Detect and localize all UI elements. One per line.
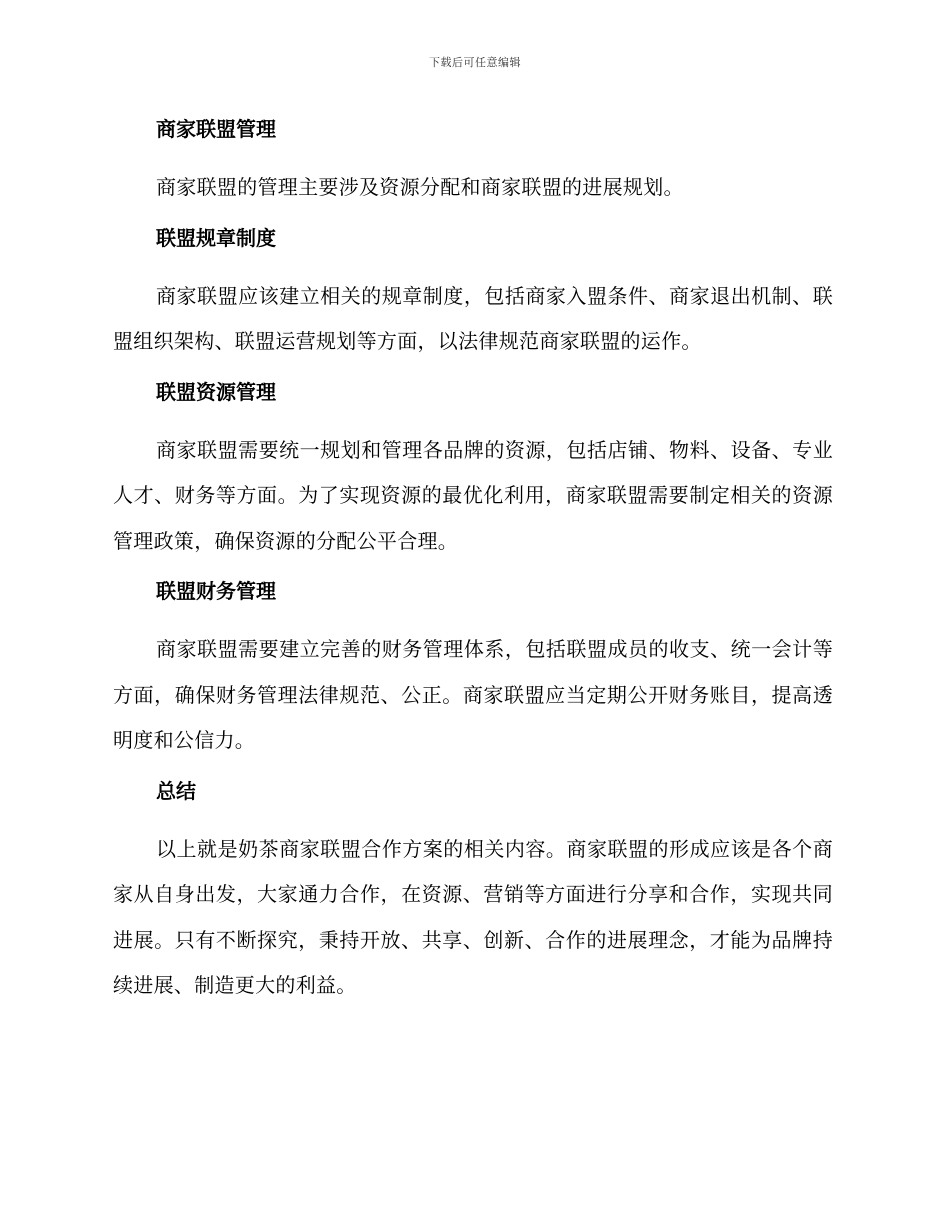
- section-heading: 联盟资源管理: [156, 379, 276, 404]
- section-heading: 商家联盟管理: [156, 117, 276, 141]
- section-paragraph: 商家联盟需要建立完善的财务管理体系，包括联盟成员的收支、统一会计等方面，确保财务管理法律规范、公正。商家联盟应当定期公开财务账目，提高透明度和公信力。: [113, 637, 833, 752]
- section-alliance-rules: [113, 222, 833, 365]
- document-content: [113, 113, 833, 1020]
- section-merchant-alliance-management: [113, 113, 833, 211]
- section-alliance-resources: [113, 376, 833, 565]
- section-paragraph: 商家联盟的管理主要涉及资源分配和商家联盟的进展规划。: [156, 175, 684, 199]
- section-paragraph: 以上就是奶茶商家联盟合作方案的相关内容。商家联盟的形成应该是各个商家从自身出发，大家通力合作，在资源、营销等方面进行分享和合作，实现共同进展。只有不断探究，秉持开放、共享、创新、合作的进展理念，才能为品牌持续进展、制造更大的利益。: [113, 836, 833, 997]
- section-alliance-finance: [113, 575, 833, 764]
- section-summary: [113, 775, 833, 1009]
- section-heading: 联盟规章制度: [156, 225, 276, 250]
- section-paragraph: 商家联盟应该建立相关的规章制度，包括商家入盟条件、商家退出机制、联盟组织架构、联盟运营规划等方面，以法律规范商家联盟的运作。: [113, 283, 833, 353]
- section-paragraph: 商家联盟需要统一规划和管理各品牌的资源，包括店铺、物料、设备、专业人才、财务等方面。为了实现资源的最优化利用，商家联盟需要制定相关的资源管理政策，确保资源的分配公平合理。: [113, 437, 833, 553]
- section-heading: 联盟财务管理: [156, 579, 276, 603]
- section-heading: 总结: [156, 778, 196, 803]
- page-header: 下载后可任意编辑: [429, 56, 521, 69]
